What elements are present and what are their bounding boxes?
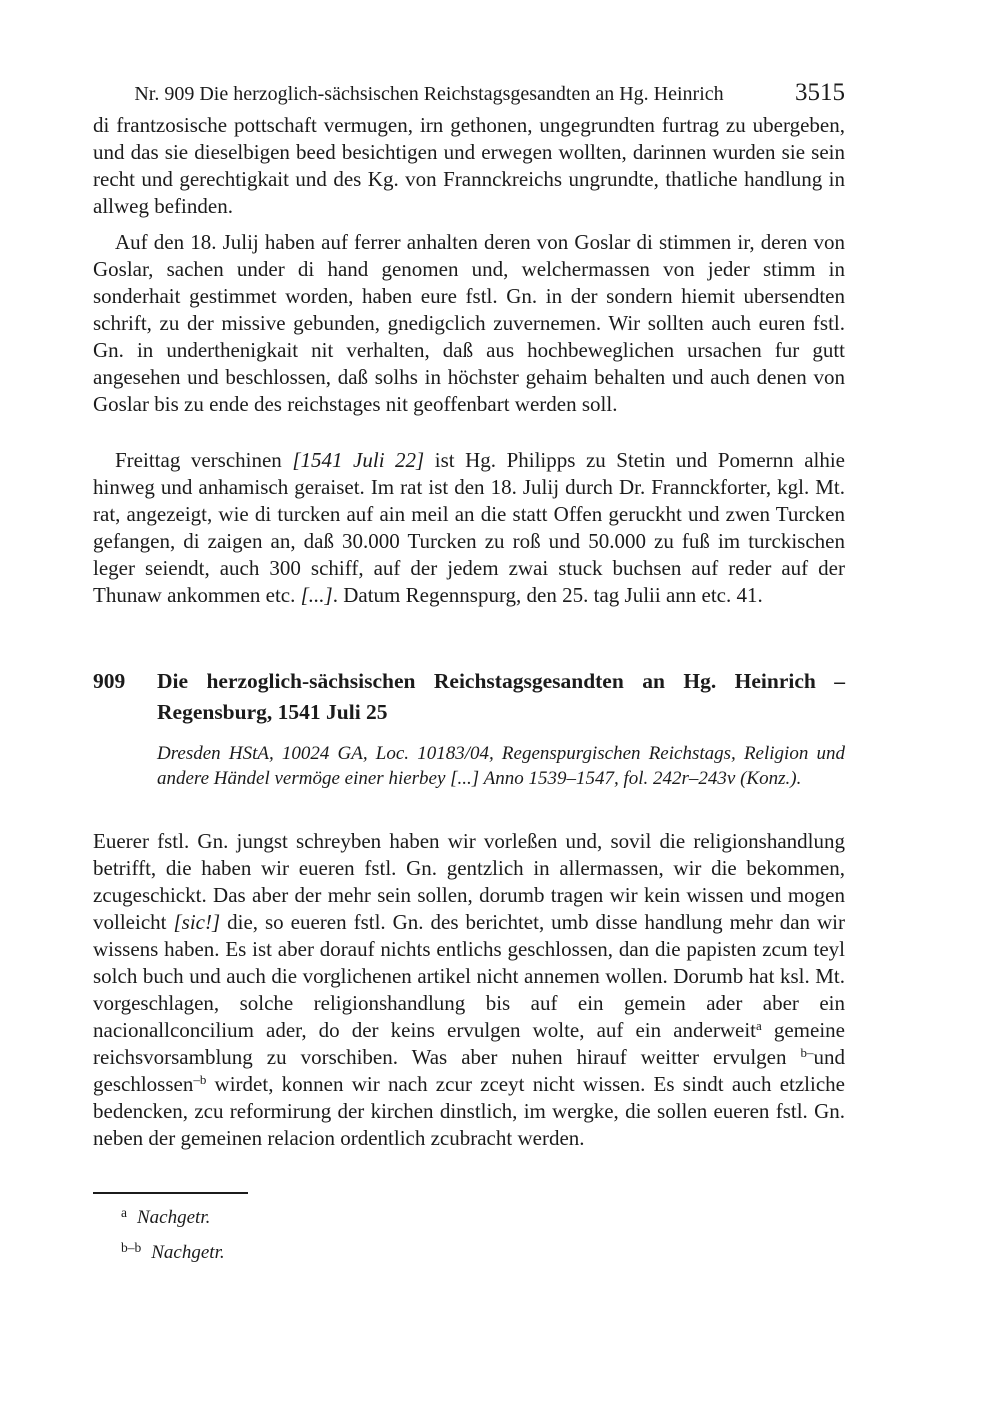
footnote-marker: b–b: [121, 1240, 142, 1255]
continuation-paragraph-3: [93, 447, 845, 609]
editorial-omission: [...]: [300, 583, 333, 607]
continuation-paragraph-1: [93, 112, 845, 220]
editorial-sic: [sic!]: [173, 910, 221, 934]
footnote-ref-b-open: b–: [800, 1045, 814, 1060]
footnote-text: Nachgetr.: [151, 1242, 225, 1263]
footnotes: [93, 1192, 845, 1268]
text-segment: Freittag verschinen: [115, 448, 293, 472]
text-segment: und geschlossen: [93, 1045, 845, 1096]
footnote-ref-a: a: [756, 1018, 762, 1033]
running-header: [93, 80, 845, 107]
text-segment: Euerer fstl. Gn. jungst schreyben haben wir vorleßen und, sovil die religionshandlung betrifft, die haben wir eueren fstl. Gn. gentzlich in allermassen, wir die bekommen, zcugeschickt. Das aber der mehr sein sollen, dorumb tragen wir kein wissen und mogen volleicht: [93, 829, 845, 934]
footnote-ref-b-close: –b: [193, 1072, 207, 1087]
text-segment: gemeine reichsvorsamblung zu vorschiben. Was aber nuhen hirauf weitter ervulgen: [93, 1018, 845, 1069]
continuation-paragraph-2: [93, 229, 845, 418]
footnote-marker: a: [121, 1205, 127, 1220]
entry-title: Die herzoglich-sächsischen Reichstagsgesandten an Hg. Heinrich – Regensburg, 1541 Juli 25: [157, 669, 845, 724]
text-segment: die, so eueren fstl. Gn. des berichtet, umb disse handlung mehr dan wir wissens haben. Es ist aber dorauf nichts entlichs geschlossen, dan die papisten zcum teyl solch buch und auch die vorglichenen artikel nicht annemen wollen. Dorumb hat ksl. Mt. vorgeschlagen, solche religionshandlung bis auf ein gemein ader aber ein nacionallconcilium ader, do der keins ervulgen wolte, auf ein anderweit: [93, 910, 846, 1042]
footnote-b: [93, 1233, 845, 1268]
page-number: 3515: [795, 79, 845, 106]
text-segment: . Datum Regennspurg, den 25. tag Julii ann etc. 41.: [332, 583, 763, 607]
text-segment: ist Hg. Philipps zu Stetin und Pomernn alhie hinweg und anhamisch geraiset. Im rat ist den 18. Julij durch Dr. Frannckforter, kgl. Mt. rat, angezeigt, wie di turcken auf ain meil an die statt Offen geruckht und zwen Turcken gefangen, di zaigen an, daß 30.000 Turcken zu roß und 50.000 zu fuß im turckischen leger seiendt, auch 300 schiff, auf der jedem zwai stuck buchsen auf reder auf der Thunaw ankommen etc.: [93, 448, 846, 607]
entry-909-body: [93, 828, 845, 1152]
text-segment: Auf den 18. Julij haben auf ferrer anhalten deren von Goslar di stimmen ir, deren von Goslar, sachen under di hand genomen und, welchermassen von jeder stimm in sonderhait gestimmet worden, haben eure fstl. Gn. in der sondern hiemit ubersendten schrift, zu der missive gebunden, gnedigclich zuvernemen. Wir sollten auch euren fstl. Gn. in underthenigkait nit verhalten, daß aus hochbeweglichen ursachen fur gutt angesehen und beschlossen, daß solhs in höchster gehaim behalten und auch denen von Goslar bis zu ende des reichstages nit geoffenbart werden soll.: [93, 230, 845, 416]
running-header-title: Nr. 909 Die herzoglich-sächsischen Reichstagsgesandten an Hg. Heinrich: [134, 83, 724, 105]
text-segment: wirdet, konnen wir nach zcur zceyt nicht wissen. Es sindt auch etzliche bedencken, zcu reformirung der kirchen dinstlich, im wergke, die sollen eueren fstl. Gn. neben der gemeinen relacion ordentlich zcubracht werden.: [93, 1072, 845, 1150]
entry-number: 909: [93, 669, 126, 693]
entry-909-heading: [93, 666, 845, 728]
footnote-text: Nachgetr.: [137, 1207, 211, 1228]
text-segment: Dresden HStA, 10024 GA, Loc. 10183/04, Regenspurgischen Reichstags, Religion und andere Händel vermöge einer hierbey [...] Anno 1539–1547, fol. 242r–243v (Konz.).: [157, 743, 845, 789]
editorial-date: [1541 Juli 22]: [292, 448, 425, 472]
footnote-rule: [93, 1192, 248, 1194]
source-citation: [157, 741, 845, 791]
footnote-a: [93, 1198, 845, 1233]
text-segment: di frantzosische pottschaft vermugen, irn gethonen, ungegrundten furtrag zu ubergeben, und das sie dieselbigen beed besichtigen und erwegen wollten, darinnen wurden sie sein recht und gerechtigkait und des Kg. von Frannckreichs ungrundte, thatliche handlung in allweg befinden.: [93, 113, 845, 218]
